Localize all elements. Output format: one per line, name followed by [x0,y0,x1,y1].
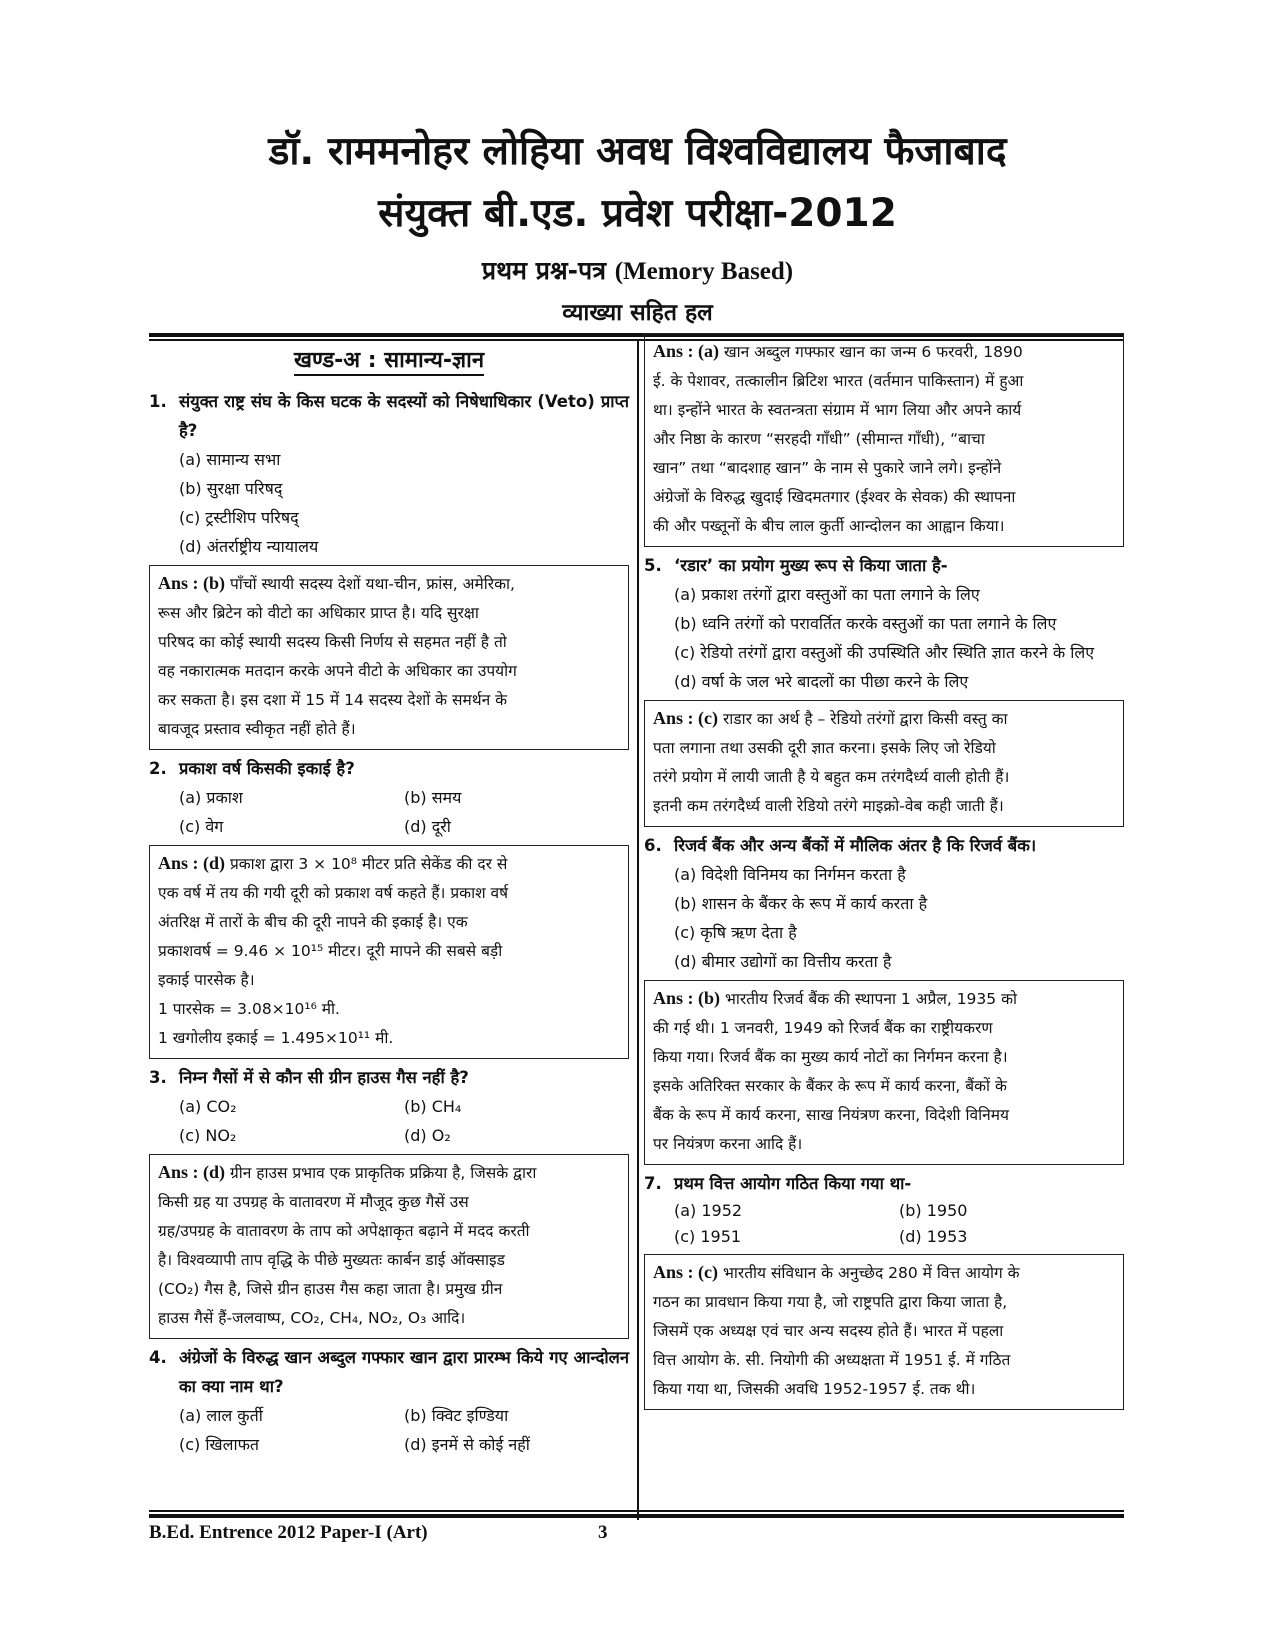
paper-title-hi: प्रथम प्रश्न-पत्र [481,256,606,285]
question-number: 2. [149,759,167,778]
university-title: डॉ. राममनोहर लोहिया अवध विश्वविद्यालय फैजाबाद [268,129,1007,174]
answer-label: Ans : (d) [158,853,226,873]
question-2-options [149,783,629,841]
question-text: संयुक्त राष्ट्र संघ के किस घटक के सदस्यों को निषेधाधिकार (Veto) प्राप्त है? [179,392,629,440]
question-number: 4. [149,1348,167,1367]
option: (d) O₂ [404,1126,451,1145]
answer-line: परिषद का कोई स्थायी सदस्य किसी निर्णय से सहमत नहीं है तो [158,633,507,651]
answer-line: खान अब्दुल गफ्फार खान का जन्म 6 फरवरी, 1890 [723,343,1023,361]
question-text: प्रथम वित्त आयोग गठित किया गया था- [674,1174,912,1193]
section-heading: खण्ड-अ : सामान्य-ज्ञान [149,345,629,377]
option: (b) CH₄ [404,1097,462,1116]
option: (a) विदेशी विनिमय का निर्गमन करता है [674,865,906,884]
option: (b) 1950 [899,1201,968,1220]
question-6-options [644,860,1124,976]
answer-label: Ans : (c) [653,708,718,728]
question-7 [644,1169,1124,1198]
answer-line: प्रकाश द्वारा 3 × 10⁸ मीटर प्रति सेकेंड की दर से [229,855,508,873]
answer-line: बावजूद प्रस्ताव स्वीकृत नहीं होते हैं। [158,720,356,738]
answer-line: इकाई पारसेक है। [158,971,255,989]
question-3 [149,1063,629,1092]
answer-line: 1 पारसेक = 3.08×10¹⁶ मी. [158,1000,340,1018]
option: (a) प्रकाश तरंगों द्वारा वस्तुओं का पता लगाने के लिए [674,585,980,604]
option: (b) क्विट इण्डिया [404,1406,509,1425]
answer-line: खान” तथा “बादशाह खान” के नाम से पुकारे जाने लगे। इन्होंने [653,459,1002,477]
answer-line: भारतीय रिजर्व बैंक की स्थापना 1 अप्रैल, 1935 को [724,990,1017,1008]
right-column [644,341,1124,1414]
question-text: अंग्रेजों के विरुद्ध खान अब्दुल गफ्फार खान द्वारा प्रारम्भ किये गए आन्दोलन का क्या नाम था? [179,1348,629,1396]
answer-box-4 [644,333,1124,547]
footer-rule-thick [149,1514,1124,1518]
option: (a) CO₂ [179,1097,237,1116]
question-number: 5. [644,556,662,575]
option: (d) इनमें से कोई नहीं [404,1435,530,1454]
answer-line: रूस और ब्रिटेन को वीटो का अधिकार प्राप्त है। यदि सुरक्षा [158,604,479,622]
answer-line: ई. के पेशावर, तत्कालीन ब्रिटिश भारत (वर्तमान पाकिस्तान) में हुआ [653,372,1024,390]
answer-line: (CO₂) गैस है, जिसे ग्रीन हाउस गैस कहा जाता है। प्रमुख ग्रीन [158,1280,503,1298]
answer-line: वह नकारात्मक मतदान करके अपने वीटो के अधिकार का उपयोग [158,662,517,680]
answer-line: ग्रह/उपग्रह के वातावरण के ताप को अपेक्षाकृत बढ़ाने में मदद करती [158,1222,530,1240]
question-number: 1. [149,392,167,411]
question-4 [149,1343,629,1401]
page-number: 3 [598,1522,608,1543]
option: (d) बीमार उद्योगों का वित्तीय करता है [674,952,892,971]
paper-title [0,254,1275,289]
answer-line: की और पख्तूनों के बीच लाल कुर्ती आन्दोलन का आह्वान किया। [653,517,1005,535]
answer-box-7 [644,1254,1124,1410]
answer-line: पाँचों स्थायी सदस्य देशों यथा-चीन, फ्रांस, अमेरिका, [229,575,515,593]
question-text: ‘रडार’ का प्रयोग मुख्य रूप से किया जाता है- [674,556,948,575]
answer-line: हाउस गैसें हैं-जलवाष्प, CO₂, CH₄, NO₂, O₃ आदि। [158,1309,466,1327]
answer-box-2 [149,845,629,1059]
question-number: 6. [644,836,662,855]
option: (c) ट्रस्टीशिप परिषद् [179,508,299,527]
answer-line: बैंक के रूप में कार्य करना, साख नियंत्रण करना, विदेशी विनिमय [653,1106,1009,1124]
option: (d) 1953 [899,1227,968,1246]
answer-label: Ans : (a) [653,341,719,361]
option: (c) वेग [179,817,224,836]
option: (a) लाल कुर्ती [179,1406,263,1425]
option: (c) NO₂ [179,1126,237,1145]
answer-line: किया गया। रिजर्व बैंक का मुख्य कार्य नोटों का निर्गमन करना है। [653,1048,1008,1066]
question-number: 7. [644,1174,662,1193]
answer-line: किसी ग्रह या उपग्रह के वातावरण में मौजूद कुछ गैसें उस [158,1193,469,1211]
answer-line: ग्रीन हाउस प्रभाव एक प्राकृतिक प्रक्रिया है, जिसके द्वारा [229,1164,537,1182]
question-number: 3. [149,1068,167,1087]
question-3-options [149,1092,629,1150]
question-7-options [644,1198,1124,1250]
answer-line: और निष्ठा के कारण “सरहदी गाँधी” (सीमान्त गाँधी), “बाचा [653,430,985,448]
answer-line: था। इन्होंने भारत के स्वतन्त्रता संग्राम में भाग लिया और अपने कार्य [653,401,1022,419]
answer-label: Ans : (d) [158,1162,226,1182]
answer-line: अंतरिक्ष में तारों के बीच की दूरी नापने की इकाई है। एक [158,913,468,931]
answer-line: गठन का प्रावधान किया गया है, जो राष्ट्रपति द्वारा किया जाता है, [653,1293,1008,1311]
question-1 [149,387,629,445]
question-4-options [149,1401,629,1459]
question-text: रिजर्व बैंक और अन्य बैंकों में मौलिक अंतर है कि रिजर्व बैंक। [674,836,1037,855]
answer-line: इतनी कम तरंगदैर्ध्य वाली रेडियो तरंगे माइक्रो-वेब कही जाती हैं। [653,797,1004,815]
answer-line: है। विश्वव्यापी ताप वृद्धि के पीछे मुख्यतः कार्बन डाई ऑक्साइड [158,1251,505,1269]
answer-box-5 [644,700,1124,827]
option: (c) खिलाफत [179,1435,260,1454]
option: (c) रेडियो तरंगों द्वारा वस्तुओं की उपस्थिति और स्थिति ज्ञात करने के लिए [674,643,1095,662]
exam-title: संयुक्त बी.एड. प्रवेश परीक्षा-2012 [378,191,897,236]
answer-label: Ans : (b) [653,988,721,1008]
option: (d) वर्षा के जल भरे बादलों का पीछा करने के लिए [674,672,969,691]
answer-line: पता लगाना तथा उसकी दूरी ज्ञात करना। इसके लिए जो रेडियो [653,739,996,757]
subtitle: व्याख्या सहित हल [562,300,713,326]
answer-line: पर नियंत्रण करना आदि हैं। [653,1135,803,1153]
option: (b) समय [404,788,462,807]
answer-line: एक वर्ष में तय की गयी दूरी को प्रकाश वर्ष कहते हैं। प्रकाश वर्ष [158,884,509,902]
answer-line: वित्त आयोग के. सी. नियोगी की अध्यक्षता में 1951 ई. में गठित [653,1351,1011,1369]
footer-title: B.Ed. Entrence 2012 Paper-I (Art) [149,1522,428,1543]
question-5 [644,551,1124,580]
question-5-options [644,580,1124,696]
option: (d) दूरी [404,817,451,836]
question-6 [644,831,1124,860]
answer-line: इसके अतिरिक्त सरकार के बैंकर के रूप में कार्य करना, बैंकों के [653,1077,1007,1095]
question-text: प्रकाश वर्ष किसकी इकाई है? [179,759,355,778]
answer-line: अंग्रेजों के विरुद्ध खुदाई खिदमतगार (ईश्वर के सेवक) की स्थापना [653,488,1016,506]
option: (a) प्रकाश [179,788,243,807]
answer-line: तरंगे प्रयोग में लायी जाती है ये बहुत कम तरंगदैर्ध्य वाली होती हैं। [653,768,1010,786]
option: (a) 1952 [674,1201,743,1220]
answer-line: राडार का अर्थ है – रेडियो तरंगों द्वारा किसी वस्तु का [722,710,1008,728]
option: (c) कृषि ऋण देता है [674,923,797,942]
question-1-options [149,445,629,561]
answer-label: Ans : (b) [158,573,226,593]
answer-label: Ans : (c) [653,1262,718,1282]
answer-line: 1 खगोलीय इकाई = 1.495×10¹¹ मी. [158,1029,394,1047]
question-2 [149,754,629,783]
left-column [149,345,629,1459]
paper-title-en: (Memory Based) [614,258,794,285]
option: (c) 1951 [674,1227,742,1246]
column-divider [637,340,639,1520]
answer-line: किया गया था, जिसकी अवधि 1952-1957 ई. तक थी। [653,1380,976,1398]
answer-box-1 [149,565,629,750]
option: (d) अंतर्राष्ट्रीय न्यायालय [179,537,319,556]
answer-box-3 [149,1154,629,1339]
option: (b) सुरक्षा परिषद् [179,479,283,498]
footer-rule-thin [149,1510,1124,1512]
answer-line: जिसमें एक अध्यक्ष एवं चार अन्य सदस्य होते हैं। भारत में पहला [653,1322,1004,1340]
option: (b) ध्वनि तरंगों को परावर्तित करके वस्तुओं का पता लगाने के लिए [674,614,1057,633]
option: (b) शासन के बैंकर के रूप में कार्य करता है [674,894,928,913]
answer-line: की गई थी। 1 जनवरी, 1949 को रिजर्व बैंक का राष्ट्रीयकरण [653,1019,993,1037]
question-text: निम्न गैसों में से कौन सी ग्रीन हाउस गैस नहीं है? [179,1068,469,1087]
answer-line: भारतीय संविधान के अनुच्छेद 280 में वित्त आयोग के [722,1264,1020,1282]
option: (a) सामान्य सभा [179,450,281,469]
answer-line: कर सकता है। इस दशा में 15 में 14 सदस्य देशों के समर्थन के [158,691,508,709]
answer-box-6 [644,980,1124,1165]
answer-line: प्रकाशवर्ष = 9.46 × 10¹⁵ मीटर। दूरी मापने की सबसे बड़ी [158,942,503,960]
